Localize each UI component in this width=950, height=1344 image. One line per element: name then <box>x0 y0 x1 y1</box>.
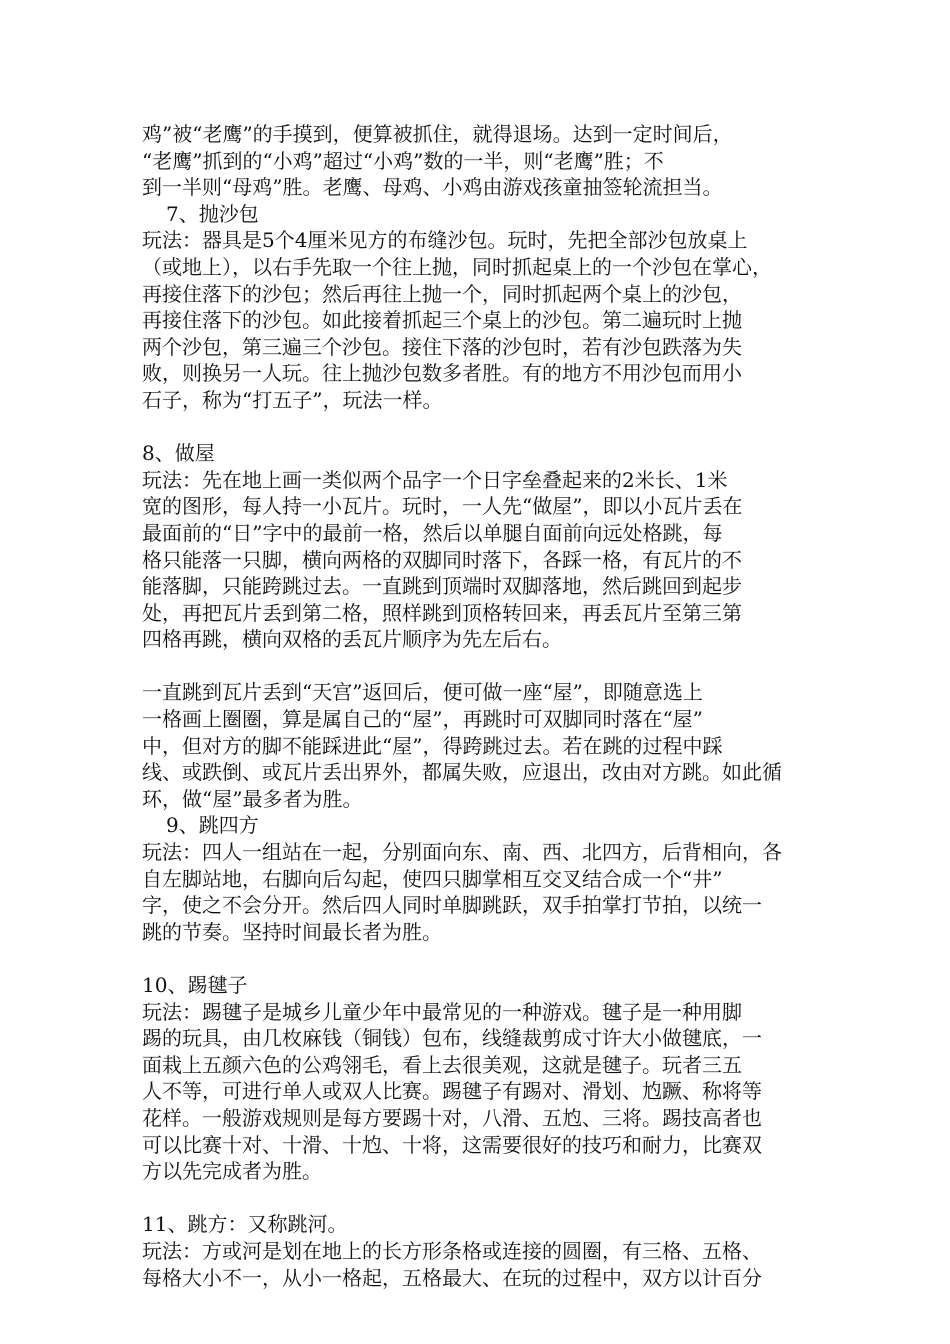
text-line: 可以比赛十对、十滑、十尥、十将，这需要很好的技巧和耐力，比赛双 <box>142 1132 762 1157</box>
text-line: 格只能落一只脚，横向两格的双脚同时落下，各踩一格，有瓦片的不 <box>142 547 742 572</box>
section-heading: 10、踢毽子 <box>142 973 248 997</box>
text-line: 处，再把瓦片丢到第二格，照样跳到顶格转回来，再丢瓦片至第三第 <box>142 600 742 625</box>
text-line: 败，则换另一人玩。往上抛沙包数多者胜。有的地方不用沙包而用小 <box>142 361 742 386</box>
section-heading: 8、做屋 <box>142 441 215 466</box>
text-line: 一格画上圈圈，算是属自己的“屋”，再跳时可双脚同时落在“屋” <box>142 707 703 732</box>
blank-line <box>142 414 814 441</box>
text-line: 玩法：四人一组站在一起，分别面向东、南、西、北四方，后背相向，各 <box>142 840 782 865</box>
text-line: “老鹰”抓到的“小鸡”超过“小鸡”数的一半，则“老鹰”胜；不 <box>142 148 664 173</box>
section-heading: 9、跳四方 <box>166 813 259 838</box>
text-line: 线、或跌倒、或瓦片丢出界外，都属失败，应退出，改由对方跳。如此循 <box>142 760 782 785</box>
text-line: 花样。一般游戏规则是每方要踢十对，八滑、五尥、三将。踢技高者也 <box>142 1105 762 1130</box>
text-line: 石子，称为“打五子”，玩法一样。 <box>142 387 443 412</box>
text-line: 宽的图形，每人持一小瓦片。玩时，一人先“做屋”，即以小瓦片丢在 <box>142 494 743 519</box>
text-line: 玩法：先在地上画一类似两个品字一个日字垒叠起来的2米长、1米 <box>142 467 728 492</box>
blank-line <box>142 945 814 972</box>
text-line: （或地上），以右手先取一个往上抛，同时抓起桌上的一个沙包在掌心， <box>142 254 772 279</box>
blank-line <box>142 653 814 680</box>
text-line: 自左脚站地，右脚向后勾起，使四只脚掌相互交叉结合成一个“井” <box>142 866 723 891</box>
text-line: 能落脚，只能跨跳过去。一直跳到顶端时双脚落地，然后跳回到起步 <box>142 574 742 599</box>
text-line: 两个沙包，第三遍三个沙包。接住下落的沙包时，若有沙包跌落为失 <box>142 334 742 359</box>
blank-line <box>142 1185 814 1212</box>
text-line: 踢的玩具，由几枚麻钱（铜钱）包布，线缝裁剪成寸许大小做毽底，一 <box>142 1026 762 1051</box>
text-line: 面栽上五颜六色的公鸡翎毛，看上去很美观，这就是毽子。玩者三五 <box>142 1052 742 1077</box>
text-line: 字，使之不会分开。然后四人同时单脚跳跃，双手拍掌打节拍，以统一 <box>142 893 762 918</box>
text-line: 每格大小不一，从小一格起，五格最大、在玩的过程中，双方以计百分 <box>142 1265 762 1290</box>
text-line: 环，做“屋”最多者为胜。 <box>142 786 363 811</box>
document-page <box>142 121 814 1291</box>
text-line: 跳的节奏。坚持时间最长者为胜。 <box>142 919 442 944</box>
text-line: 再接住落下的沙包；然后再往上抛一个，同时抓起两个桌上的沙包， <box>142 281 742 306</box>
section-heading: 11、跳方：又称跳河。 <box>142 1212 348 1237</box>
text-line: 四格再跳，横向双格的丢瓦片顺序为先左后右。 <box>142 627 562 652</box>
text-line: 鸡”被“老鹰”的手摸到，便算被抓住，就得退场。达到一定时间后， <box>142 122 733 146</box>
text-line: 玩法：器具是5个4厘米见方的布缝沙包。玩时，先把全部沙包放桌上 <box>142 228 748 253</box>
text-line: 方以先完成者为胜。 <box>142 1159 322 1184</box>
text-line: 玩法：方或河是划在地上的长方形条格或连接的圆圈，有三格、五格、 <box>142 1238 762 1263</box>
text-line: 再接住落下的沙包。如此接着抓起三个桌上的沙包。第二遍玩时上抛 <box>142 308 742 333</box>
text-line: 一直跳到瓦片丢到“天宫”返回后，便可做一座“屋”，即随意选上 <box>142 680 703 705</box>
section-heading: 7、抛沙包 <box>166 201 259 226</box>
text-line: 中，但对方的脚不能踩进此“屋”，得跨跳过去。若在跳的过程中踩 <box>142 733 723 758</box>
text-line: 到一半则“母鸡”胜。老鹰、母鸡、小鸡由游戏孩童抽签轮流担当。 <box>142 175 723 200</box>
text-line: 最面前的“日”字中的最前一格，然后以单腿自面前向远处格跳，每 <box>142 520 723 545</box>
text-line: 玩法：踢毽子是城乡儿童少年中最常见的一种游戏。毽子是一种用脚 <box>142 999 742 1024</box>
text-line: 人不等，可进行单人或双人比赛。踢毽子有踢对、滑划、尥蹶、称将等 <box>142 1079 762 1104</box>
